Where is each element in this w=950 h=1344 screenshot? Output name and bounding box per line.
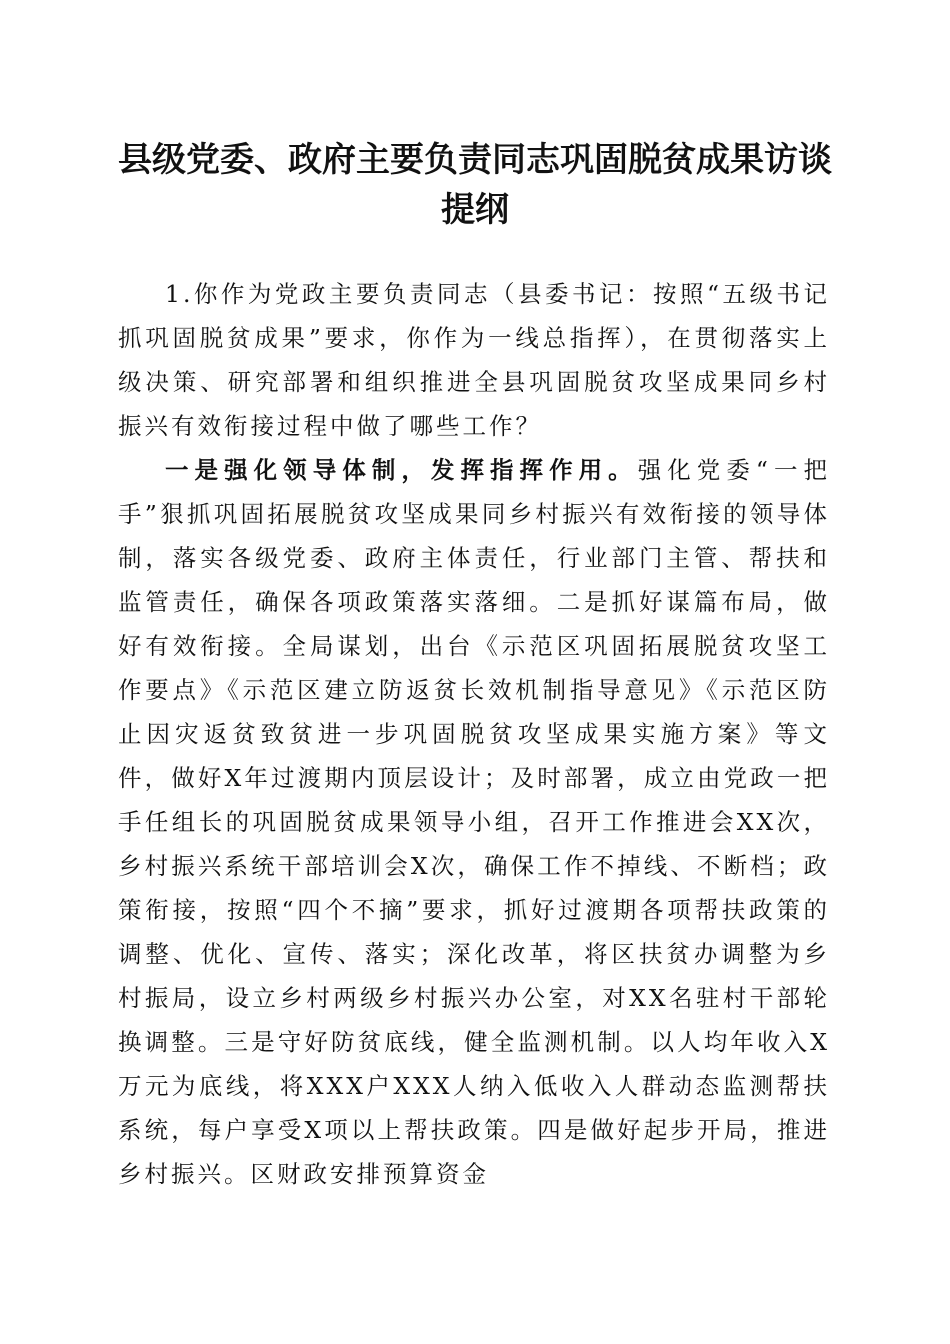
question-paragraph: 1.你作为党政主要负责同志（县委书记：按照“五级书记抓巩固脱贫成果”要求，你作为一线总指挥），在贯彻落实上级决策、研究部署和组织推进全县巩固脱贫攻坚成果同乡村振兴有效衔接过程中做了哪些工作？ [118, 280, 830, 440]
answer-body: 强化党委“一把手”狠抓巩固拓展脱贫攻坚成果同乡村振兴有效衔接的领导体制，落实各级党委、政府主体责任，行业部门主管、帮扶和监管责任，确保各项政策落实落细。二是抓好谋篇布局，做好有效衔接。全局谋划，出台《示范区巩固拓展脱贫攻坚工作要点》《示范区建立防返贫长效机制指导意见》《示范区防止因灾返贫致贫进一步巩固脱贫攻坚成果实施方案》等文件，做好X年过渡期内顶层设计；及时部署，成立由党政一把手任组长的巩固脱贫成果领导小组，召开工作推进会XX次，乡村振兴系统干部培训会X次，确保工作不掉线、不断档；政策衔接，按照“四个不摘”要求，抓好过渡期各项帮扶政策的调整、优化、宣传、落实；深化改革，将区扶贫办调整为乡村振局，设立乡村两级乡村振兴办公室，对XX名驻村干部轮换调整。三是守好防贫底线，健全监测机制。以人均年收入X万元为底线，将XXX户XXX人纳入低收入人群动态监测帮扶系统，每户享受X项以上帮扶政策。四是做好起步开局，推进乡村振兴。区财政安排预算资金 [118, 456, 831, 1188]
document-title: 县级党委、政府主要负责同志巩固脱贫成果访谈提纲 [118, 140, 832, 230]
document-body [118, 272, 830, 1196]
answer-paragraph [118, 448, 830, 1196]
answer-heading: 一是强化领导体制，发挥指挥作用。 [165, 456, 638, 484]
